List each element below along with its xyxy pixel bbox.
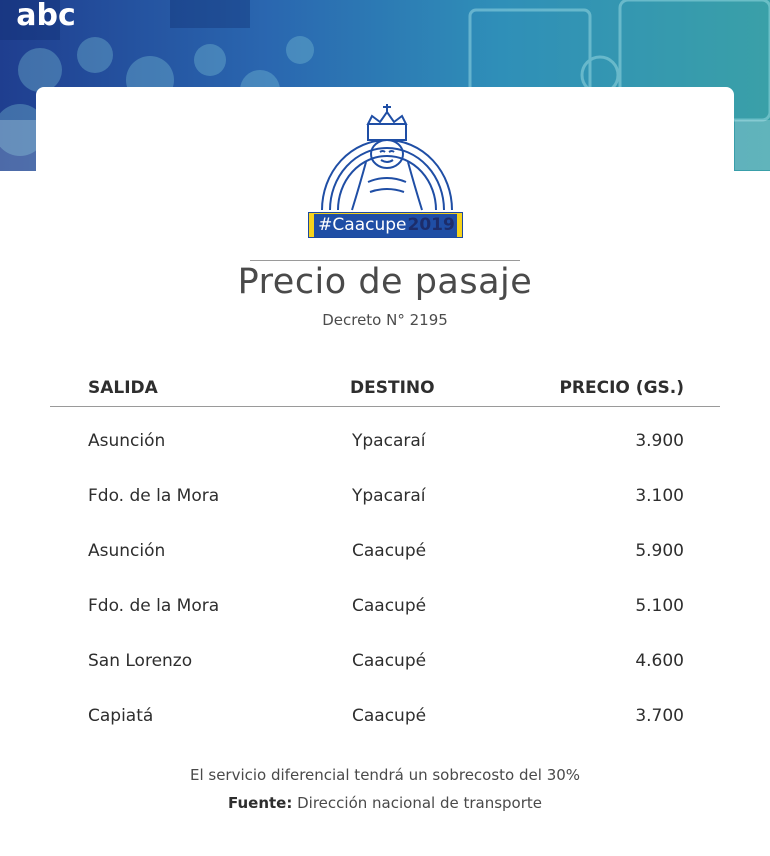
cell-salida: Fdo. de la Mora — [88, 596, 220, 616]
virgin-caacupe-emblem-icon — [318, 102, 456, 214]
hashtag-badge — [308, 212, 463, 238]
page-title: Precio de pasaje — [237, 262, 533, 302]
cell-precio: 5.100 — [635, 596, 684, 616]
cell-destino: Caacupé — [352, 706, 427, 726]
title-divider — [250, 260, 520, 261]
cell-salida: Asunción — [88, 541, 166, 561]
cell-destino: Caacupé — [352, 651, 427, 671]
page-subtitle: Decreto N° 2195 — [322, 311, 448, 329]
table-row — [0, 634, 770, 689]
source-text: Dirección nacional de transporte — [292, 794, 543, 812]
table-row — [0, 689, 770, 744]
source-label: Fuente: — [227, 794, 293, 812]
table-header-divider — [50, 406, 720, 407]
cell-precio: 3.100 — [635, 486, 684, 506]
column-header-destino: DESTINO — [350, 378, 435, 398]
cell-destino: Ypacaraí — [352, 431, 426, 451]
cell-precio: 3.900 — [635, 431, 684, 451]
hashtag-year: 2019 — [407, 214, 455, 235]
cell-destino: Caacupé — [352, 541, 427, 561]
table-row — [0, 414, 770, 469]
cell-salida: San Lorenzo — [88, 651, 193, 671]
column-header-salida: SALIDA — [88, 378, 158, 398]
table-row — [0, 579, 770, 634]
cell-destino: Caacupé — [352, 596, 427, 616]
svg-text:abc: abc — [16, 0, 76, 30]
cell-salida: Fdo. de la Mora — [88, 486, 220, 506]
abc-logo[interactable] — [0, 0, 92, 30]
cell-precio: 4.600 — [635, 651, 684, 671]
cell-precio: 5.900 — [635, 541, 684, 561]
cell-salida: Asunción — [88, 431, 166, 451]
hashtag-prefix: #Caacupe — [318, 214, 407, 235]
column-header-precio: PRECIO (GS.) — [559, 378, 684, 398]
cell-salida: Capiatá — [88, 706, 154, 726]
fare-table-body — [0, 414, 770, 744]
surcharge-note: El servicio diferencial tendrá un sobrecosto del 30% — [189, 766, 581, 784]
table-row — [0, 524, 770, 579]
table-row — [0, 469, 770, 524]
cell-destino: Ypacaraí — [352, 486, 426, 506]
source-line — [0, 794, 770, 812]
cell-precio: 3.700 — [635, 706, 684, 726]
